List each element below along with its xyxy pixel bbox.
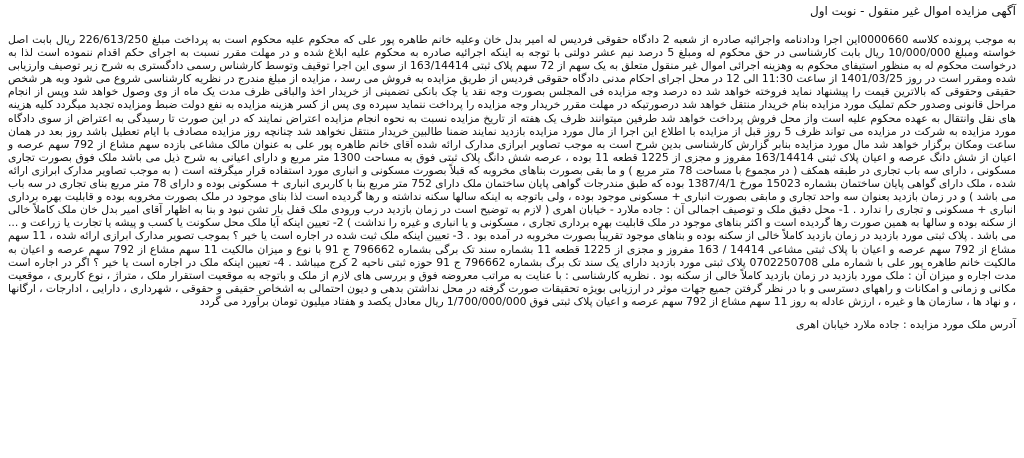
notice-body: به موجب پرونده کلاسه 0000660این اجرا ودادنامه واجرائیه صادره از شعبه 2 دادگاه حقوقی فردیس له امیر بدل خان وعلیه خانم طاهره پور علی که محکوم علیه محکوم است به پرداخت مبلغ 226/613/250 ریال بابت اصل خواسته ومبلغ 10/000/000 ریال بابت کارشناسی در حق محکوم له ومبلغ 5 درصد نیم عشر دولتی با توجه به اینکه اجرائیه صادره به محکوم علیه ابلاغ شده و در مهلت مقرر نسبت به اجرای حکم اقدام ننموده است لذا به درخواست محکوم له به منظور استیفای محکوم به وهزینه اجرائی اموال غیر منقول متعلق به یک سهم از 72 سهم پلاک ثبتی 163/14414 از سوی این اجرا توقیف وتوسط کارشناس رسمی دادگستری به شرح زیر توصیف وارزیابی شده ومقرر است در روز 1401/03/25 از ساعت 11:30 الی 12 در محل اجرای احکام مدنی دادگاه حقوقی فردیس از طریق مزایده به فروش می رسد ، مزایده از مبلغ مندرج در نظریه کارشناسی شروع می شود وبه هر شخص حقیقی وحقوقی که بالاترین قیمت را پیشنهاد نماید فروخته خواهد شد ده درصد وجه مزایده فی المجلس بصورت وجه نقد یا چک بانکی تضمینی از خریدار اخذ والباقی ظرف مدت یک ماه از وی وصول خواهد شد وپس از انجام مراحل قانونی وصدور حکم تملیک مورد مزایده بنام خریدار منتقل خواهد شد درصورتیکه در مهلت مقرر خریدار وجه مزایده را پرداخت ننماید سپرده وی پس از کسر هزینه مزایده به نفع دولت ضبط ومزایده تجدید میگردد کلیه هزینه های نقل وانتقال به عهده محکوم علیه است واز محل فروش پرداخت خواهد شد طرفین میتوانند ظرف یک هفته از تاریخ مزایده نسبت به نحوه انجام مزایده اعتراض نمایند که در این صورت تا رسیدگی به اعتراض از سوی دادگاه مورد مزایده به شرکت در مزایده می تواند ظرف 5 روز قبل از مزایده با اطلاع این اجرا از مال مورد مزایده بازدید نمایند ضمنا طالبین خریدار منتقل نخواهد شد چنانچه روز مزایده مصادف با ایام تعطیل باشد روز بعد در همان ساعت ومکان برگزار خواهد شد مال مورد مزایده بنابر گزارش کارشناسی بدین شرح است به موجب تصاویر ابرازی مدارک ارائه شده آقای خانم طاهره پور علی به عنوان مالک مشاعی بازده سهم مشاع از 792 سهم عرصه و اعیان از شش دانگ عرصه و اعیان پلاک ثبتی 163/14414 مفروز و مجزی از 1225 قطعه 11 بوده ، عرصه شش دانگ پلاک ثبتی فوق به مساحت 1300 متر مربع و دارای اعیانی به شرح ذیل می باشد ملک فوق بصورت تجاری مسکونی ، دارای سه باب تجاری در طبقه همکف ( در مجموع با مساحت 78 متر مربع ) و ما بقی بصورت بناهای مخروبه که قبلاً بصورت مسکونی و انباری مورد استفاده قرار میگرفته است ( به موجب تصاویر مدارک ابرازی ارائه شده ، ملک دارای گواهی پایان ساختمان بشماره 15023 مورخ 1387/4/1 بوده که طبق مندرجات گواهی پایان ساختمان ملک دارای 752 متر مربع بنا با کاربری انباری + مسکونی بوده و دارای 78 متر مربع بنای تجاری در سه باب می باشد ) و در زمان بازدید بعنوان سه واحد تجاری و مابقی بصورت انباری + مسکونی موجود بوده ، ولی باتوجه به اینکه سالها سکنه نداشته و رها گردیده است لذا بنای موجود در ملک بصورت مخروبه بوده و قابلیت بهره برداری انباری + مسکونی و تجاری را ندارد . 1- محل دقیق ملک و توصیف اجمالی آن : جاده ملارد - خیابان اهری ( لازم به توضیح است در زمان بازدید درب ورودی ملک قفل بار تشن نبود و بنا به اظهار آقای امیر بدل خان ملک کاملاً خالی از سکنه بوده و سالها به همین صورت رها گردیده است و اکثر بناهای موجود در ملک قابلیت بهره برداری تجاری ، مسکونی و یا انباری و غیره را نداشت ) 2- تعیین اینکه آیا ملک محل سکونت یا کسب و پیشه یا تجارت یا زراعت و ... می باشد . پلاک ثبتی مورد بازدید در زمان بازدید کاملاً خالی از سکنه بوده و بناهای موجود تقریباً بصورت مخروبه در آمده بود . 3- تعیین اینکه ملک ثبت شده در اجاره است یا خیر ؟ بموجب تصویر مدارک ابرازی ارائه شده ، 11 سهم مشاع از 792 سهم عرصه و اعیان با پلاک ثبتی مشاعی 14414 / 163 مفروز و مجزی از 1225 قطعه 11 بشماره سند تک برگی بشماره 796662 ج 91 با نوع و میزان مالکیت 11 سهم مشاع از 792 سهم عرصه و اعیان به مالکیت خانم طاهره پور علی با شماره ملی 0702250708 پلاک ثبتی مورد بازدید دارای یک سند تک برگ بشماره 796662 ج 91 حوزه ثبتی ناحیه 2 کرج میباشد . 4- تعیین اینکه ملک در اجاره است یا خیر ؟ اگر در اجاره است مدت اجاره و میزان آن : ملک مورد بازدید در زمان بازدید کاملاً خالی از سکنه بود . نظریه کارشناسی : با عنایت به مراتب معروضه فوق و بررسی های لازم از ملک و باتوجه به موقعیت استقرار ملک ، متراژ ، نوع کاربری ، موقعیت مکانی و زمانی و امکانات و راههای دسترسی و با در نظر گرفتن جمیع جهات موثر در ارزیابی بویژه تحقیقات صورت گرفته در محل نداشتن بدهی و دیون احتمالی به اشخاص حقیقی و حقوقی ، شهرداری ، دارایی ، ادارجات ، ارگانها ، و نهاد ها ، سازمان ها و غیره ، ارزش عادله به روز 11 سهم مشاع از 792 سهم عرصه و اعیان پلاک ثبتی فوق 1/700/000/000 ریال معادل یکصد و هفتاد میلیون تومان برآورد می گردد: [8, 33, 1017, 308]
property-address: آدرس ملک مورد مزایده : جاده ملارد خیابان اهری: [796, 317, 1016, 331]
notice-title: آگهی مزایده اموال غیر منقول - نوبت اول: [810, 4, 1016, 18]
